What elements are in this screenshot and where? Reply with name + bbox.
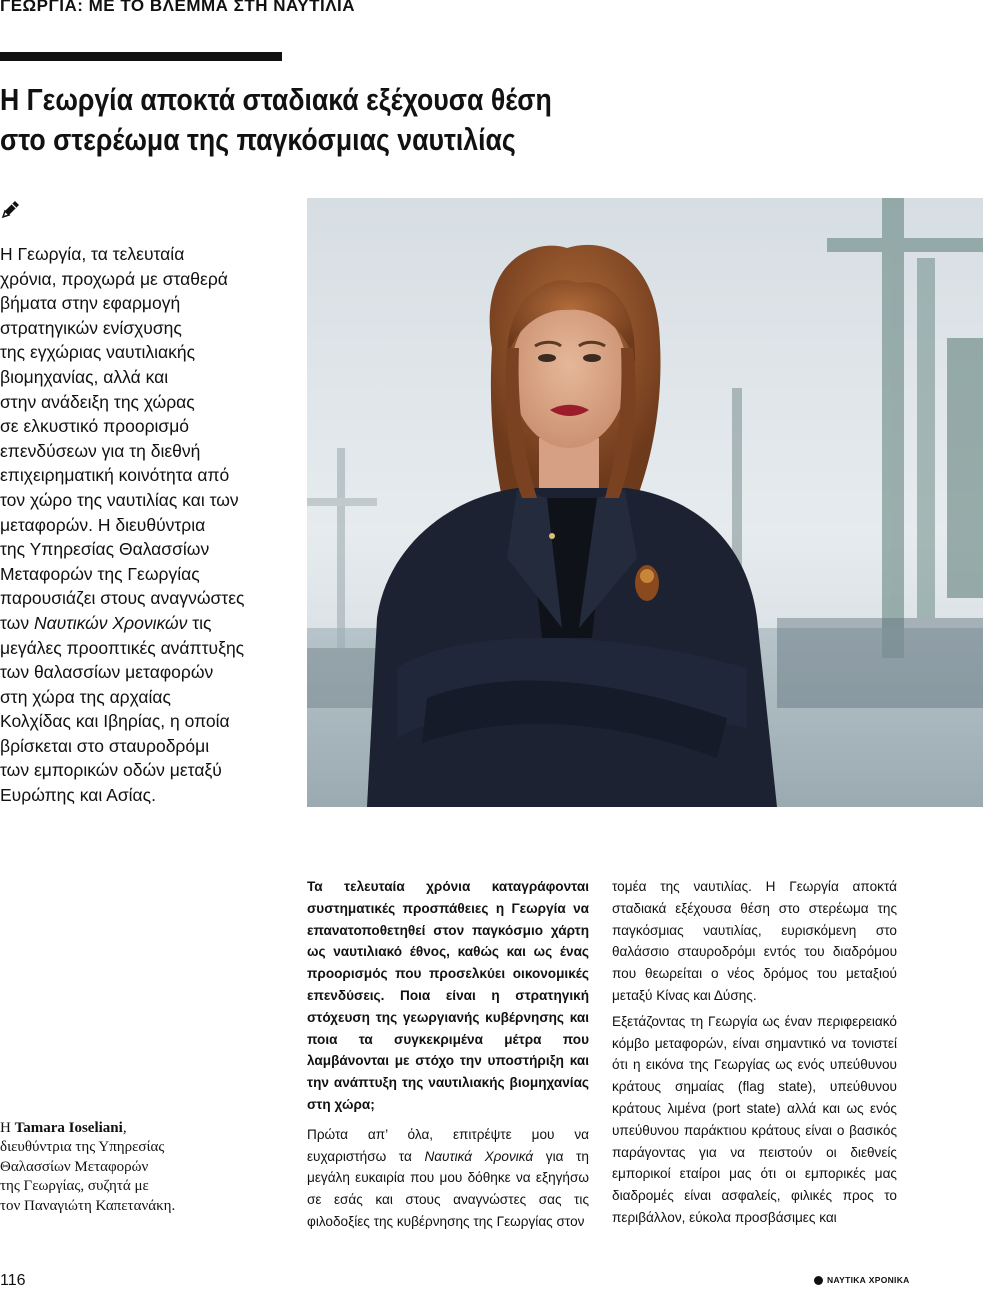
section-rule: [0, 52, 282, 61]
brand-name: ΝΑΥΤΙΚΑ ΧΡΟΝΙΚΑ: [827, 1275, 910, 1285]
lead-text: των: [0, 612, 34, 633]
brand-logo-icon: [814, 1276, 823, 1285]
caption-person-name: Tamara Ioseliani: [14, 1120, 123, 1136]
caption-line: Θαλασσίων Μεταφορών: [0, 1158, 149, 1175]
lead-publication-title: Ναυτικών Χρονικών: [33, 612, 188, 633]
caption-prefix: Η: [0, 1120, 15, 1136]
lead-line: επιχειρηματική κοινότητα από: [0, 465, 230, 486]
column3-paragraph: τομέα της ναυτιλίας. Η Γεωργία αποκτά σταδιακά εξέχουσα θέση στο στερέωμα της παγκόσμιας ναυτιλίας, ευρισκόμενη στο θαλάσσιο σταυροδρόμι εντός του διαδρόμου που θεωρείται ο νέος δρόμος του μεταξιού μεταξύ Κίνας και Δύσης.: [612, 879, 897, 1003]
page-number: 116: [0, 1272, 26, 1289]
caption-suffix: ,: [122, 1120, 127, 1136]
lead-line: επενδύσεων για τη διεθνή: [0, 440, 201, 461]
answer-text: για τη μεγάλη ευκαιρία που μου δόθηκε να εξηγήσω σε εσάς και στους αναγνώστες σας τις φιλοδοξίες της κυβέρνησης της Γεωργίας στον: [307, 1148, 589, 1229]
lead-line: Μεταφορών της Γεωργίας: [0, 563, 200, 584]
interview-question: Τα τελευταία χρόνια καταγράφονται συστηματικές προσπάθειες η Γεωργία να επανατοποθετηθεί στον παγκόσμιο χάρτη ως ναυτιλιακό έθνος, καθώς και ως ένας προορισμός που προσελκύει οικονομικές επενδύσεις. Ποια είναι η στρατηγική στόχευση της γεωργιανής κυβέρνησης και ποια τα συγκεκριμένα μέτρα που λαμβάνονται με στόχο την υποστήριξη και την ανάπτυξη της ναυτιλιακής βιομηχανίας στη χώρα;: [307, 879, 589, 1112]
section-label: ΓΕΩΡΓΙΑ: ΜΕ ΤΟ ΒΛΕΜΜΑ ΣΤΗ ΝΑΥΤΙΛΙΑ: [0, 0, 356, 15]
lead-line: σε ελκυστικό προορισμό: [0, 416, 190, 437]
lead-line: Κολχίδας και Ιβηρίας, η οποία: [0, 711, 230, 732]
lead-line: στρατηγικών ενίσχυσης: [0, 317, 182, 338]
text-column-3: [612, 876, 897, 1229]
lead-line: βιομηχανίας, αλλά και: [0, 366, 169, 387]
lead-line: της Υπηρεσίας Θαλασσίων: [0, 539, 210, 560]
lead-line: στην ανάδειξη της χώρας: [0, 391, 195, 412]
pen-icon: [0, 198, 22, 220]
headline-line-2: στο στερέωμα της παγκόσμιας ναυτιλίας: [0, 122, 516, 157]
lead-line: βήματα στην εφαρμογή: [0, 293, 181, 314]
article-lead: [0, 242, 300, 808]
lead-line: των εμπορικών οδών μεταξύ: [0, 760, 222, 781]
lead-line: της εγχώριας ναυτιλιακής: [0, 342, 196, 363]
lead-line: Η Γεωργία, τα τελευταία: [0, 244, 185, 264]
article-headline: [0, 80, 550, 160]
headline-line-1: Η Γεωργία αποκτά σταδιακά εξέχουσα θέση: [0, 82, 552, 117]
lead-line: στη χώρα της αρχαίας: [0, 686, 171, 707]
lead-line: [0, 611, 300, 636]
text-column-2: [307, 876, 589, 1233]
interview-answer: [307, 1124, 589, 1233]
caption-line: διευθύντρια της Υπηρεσίας: [0, 1139, 165, 1156]
photo-caption: [0, 1119, 240, 1216]
lead-text: τις: [187, 612, 212, 633]
lead-line: Ευρώπης και Ασίας.: [0, 785, 156, 806]
lead-line: βρίσκεται στο σταυροδρόμι: [0, 735, 210, 756]
lead-line: των θαλασσίων μεταφορών: [0, 662, 214, 683]
portrait-photo: [307, 198, 983, 807]
answer-publication-title: Ναυτικά Χρονικά: [424, 1148, 534, 1164]
answer-text: Πρώτα απ’ όλα, επιτρέψτε μου να ευχαριστήσω τα: [307, 1126, 589, 1164]
lead-line: τον χώρο της ναυτιλίας και των: [0, 489, 239, 510]
column3-paragraph: Εξετάζοντας τη Γεωργία ως έναν περιφερειακό κόμβο μεταφορών, είναι σημαντικό να τονιστεί ότι η εικόνα της Γεωργίας ως ενός υπεύθυνου κράτους σημαίας (flag state), υπεύθυνου κράτους λιμένα (port state) αλλά και ως ενός υπεύθυνου παράκτιου κράτους είναι ο βασικός παράγοντας για να πειστούν οι διεθνείς εμπορικοί εταίροι μας ότι οι εμπορικές μας διαδρομές είναι ασφαλείς, φιλικές προς το περιβάλλον, εύκολα προσβάσιμες και: [612, 1013, 897, 1225]
lead-line: παρουσιάζει στους αναγνώστες: [0, 588, 245, 609]
lead-line: χρόνια, προχωρά με σταθερά: [0, 268, 228, 289]
footer-brand: [814, 1275, 910, 1285]
lead-line: μεταφορών. Η διευθύντρια: [0, 514, 206, 535]
caption-line: της Γεωργίας, συζητά με: [0, 1178, 149, 1195]
caption-line: τον Παναγιώτη Καπετανάκη.: [0, 1197, 176, 1214]
lead-line: μεγάλες προοπτικές ανάπτυξης: [0, 637, 245, 658]
